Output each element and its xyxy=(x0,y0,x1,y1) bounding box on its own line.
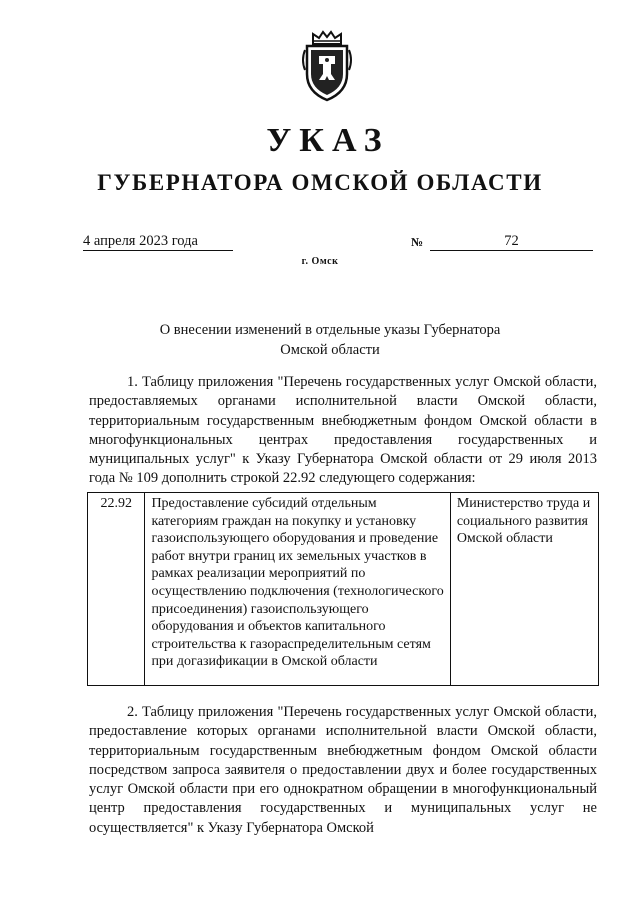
document-date: 4 апреля 2023 года xyxy=(83,232,233,251)
document-subtitle: ГУБЕРНАТОРА ОМСКОЙ ОБЛАСТИ xyxy=(97,170,543,195)
document-number: 72 xyxy=(430,232,593,251)
document-city: г. Омск xyxy=(301,256,339,267)
responsible-organization-cell: Министерство труда и социального развития Омской области xyxy=(450,493,598,686)
paragraph-2: 2. Таблицу приложения "Перечень государственных услуг Омской области, предоставление которых органами исполнительной власти Омской области, территориальным государственным внебюджетным фондом Омской области посредством запроса заявителя о предоставлении двух и более государственных услуг Омской области при его однократном обращении в многофункциональный центр предоставления государственных и муниципальных услуг не осуществляется" к Указу Губернатора Омской xyxy=(89,704,597,836)
table-row xyxy=(88,493,599,686)
document-subject xyxy=(150,320,510,360)
subject-line-1: О внесении изменений в отдельные указы Губернатора xyxy=(159,322,501,338)
paragraph-1: 1. Таблицу приложения "Перечень государственных услуг Омской области, предоставляемых органами исполнительной власти Омской области, территориальным государственным внебюджетным фондом Омской области в многофункциональных центрах предоставления государственных и муниципальных услуг" к Указу Губернатора Омской области от 29 июля 2013 года № 109 дополнить строкой 22.92 следующего содержания: xyxy=(89,374,597,487)
subject-line-2: Омской области xyxy=(280,342,380,358)
service-description-cell: Предоставление субсидий отдельным категориям граждан на покупку и установку газоиспользующего оборудования и проведение работ внутри границ их земельных участков в рамках реализации мероприятий по осуществлению подключения (технологического присоединения) газоиспользующего оборудования и объектов капитального строительства к газораспределительным сетям при догазификации в Омской области xyxy=(145,493,450,686)
number-label: № xyxy=(411,235,424,249)
coat-of-arms-icon xyxy=(299,30,355,102)
document-title: УКАЗ xyxy=(266,122,390,159)
row-number-cell: 22.92 xyxy=(88,493,145,686)
inserted-row-table xyxy=(87,492,599,686)
